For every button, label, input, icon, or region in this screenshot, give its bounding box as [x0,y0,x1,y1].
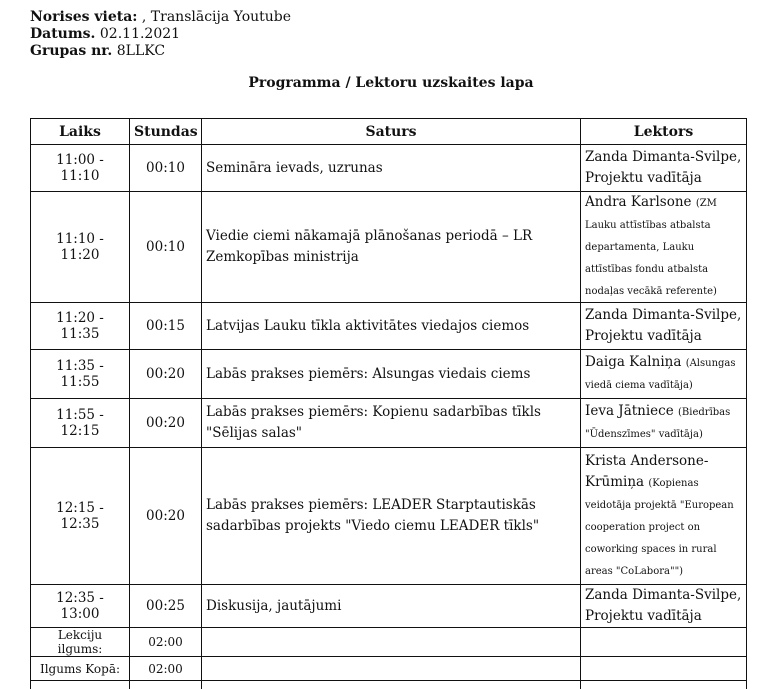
empty-cell [581,628,747,657]
content-cell: Labās prakses piemērs: LEADER Starptautiskās sadarbības projekts "Viedo ciemu LEADER tīkls" [202,448,581,585]
lecturer-cell [581,192,747,303]
time-cell: 11:00 - 11:10 [31,145,130,192]
content-cell: Labās prakses piemērs: Alsungas viedais ciems [202,350,581,399]
column-header-lecturer: Lektors [581,119,747,145]
lecturer-name: Ieva Jātniece [585,403,674,419]
column-header-time: Laiks [31,119,130,145]
table-header-row [31,119,747,145]
group-value: 8LLKC [117,43,165,59]
summary-value: 02:00 [130,628,202,657]
page-title: Programma / Lektoru uzskaites lapa [0,75,766,91]
lecturer-name: Zanda Dimanta-Svilpe, Projektu vadītāja [585,307,741,344]
place-label: Norises vieta: [30,9,137,25]
table-row [31,350,747,399]
lecturer-cell [581,399,747,448]
lecturer-name: Zanda Dimanta-Svilpe, Projektu vadītāja [585,587,741,624]
hours-cell: 00:25 [130,585,202,628]
time-cell: 12:35 - 13:00 [31,585,130,628]
hours-cell: 00:10 [130,145,202,192]
table-row [31,192,747,303]
time-cell: 11:10 - 11:20 [31,192,130,303]
content-cell: Viedie ciemi nākamajā plānošanas periodā – LR Zemkopības ministrija [202,192,581,303]
date-value: 02.11.2021 [100,26,180,42]
time-cell: 11:55 - 12:15 [31,399,130,448]
date-label: Datums. [30,26,95,42]
summary-row [31,657,747,681]
time-cell: 11:35 - 11:55 [31,350,130,399]
hours-cell: 00:10 [130,192,202,303]
empty-cell [202,657,581,681]
summary-label: Lekciju ilgums: [31,628,130,657]
lecturer-cell [581,350,747,399]
lecturer-note: (Alsungas viedā ciema vadītāja) [585,358,736,391]
table-row [31,145,747,192]
lecturer-cell [581,585,747,628]
lecturer-note: (Kopienas veidotāja projektā "European cooperation project on coworking spaces in rural areas "CoLabora"") [585,478,734,577]
column-header-content: Saturs [202,119,581,145]
lecturer-note: (ZM Lauku attīstības atbalsta departamenta, Lauku attīstības fondu atbalsta nodaļas vecākā referente) [585,198,717,297]
lecturer-name: Zanda Dimanta-Svilpe, Projektu vadītāja [585,149,741,186]
group-label: Grupas nr. [30,43,112,59]
empty-cell [202,628,581,657]
table-row [31,448,747,585]
hours-cell: 00:15 [130,303,202,350]
hours-cell: 00:20 [130,448,202,585]
lecturer-cell [581,303,747,350]
content-cell: Diskusija, jautājumi [202,585,581,628]
empty-cell [581,657,747,681]
hours-cell: 00:20 [130,399,202,448]
place-line [30,9,291,26]
date-line [30,26,291,43]
group-line [30,43,291,60]
hours-cell: 00:20 [130,350,202,399]
content-cell: Latvijas Lauku tīkla aktivitātes viedajos ciemos [202,303,581,350]
content-cell: Semināra ievads, uzrunas [202,145,581,192]
table-row [31,399,747,448]
lecturer-note: (Biedrības "Ūdenszīmes" vadītāja) [585,407,730,440]
lecturer-name: Andra Karlsone [585,194,692,210]
lecturer-name: Krista Andersone-Krūmiņa [585,453,708,490]
content-cell: Labās prakses piemērs: Kopienu sadarbības tīkls "Sēlijas salas" [202,399,581,448]
lecturer-cell [581,448,747,585]
table-row [31,303,747,350]
time-cell: 12:15 - 12:35 [31,448,130,585]
place-value: , Translācija Youtube [142,9,291,25]
summary-label: Ilgums Kopā: [31,657,130,681]
program-table [30,118,747,689]
lecturer-cell [581,145,747,192]
time-cell: 11:20 - 11:35 [31,303,130,350]
summary-value: 02:00 [130,657,202,681]
summary-row [31,628,747,657]
lecturer-name: Daiga Kalniņa [585,354,681,370]
document-meta [30,9,291,60]
column-header-hours: Stundas [130,119,202,145]
table-row [31,585,747,628]
